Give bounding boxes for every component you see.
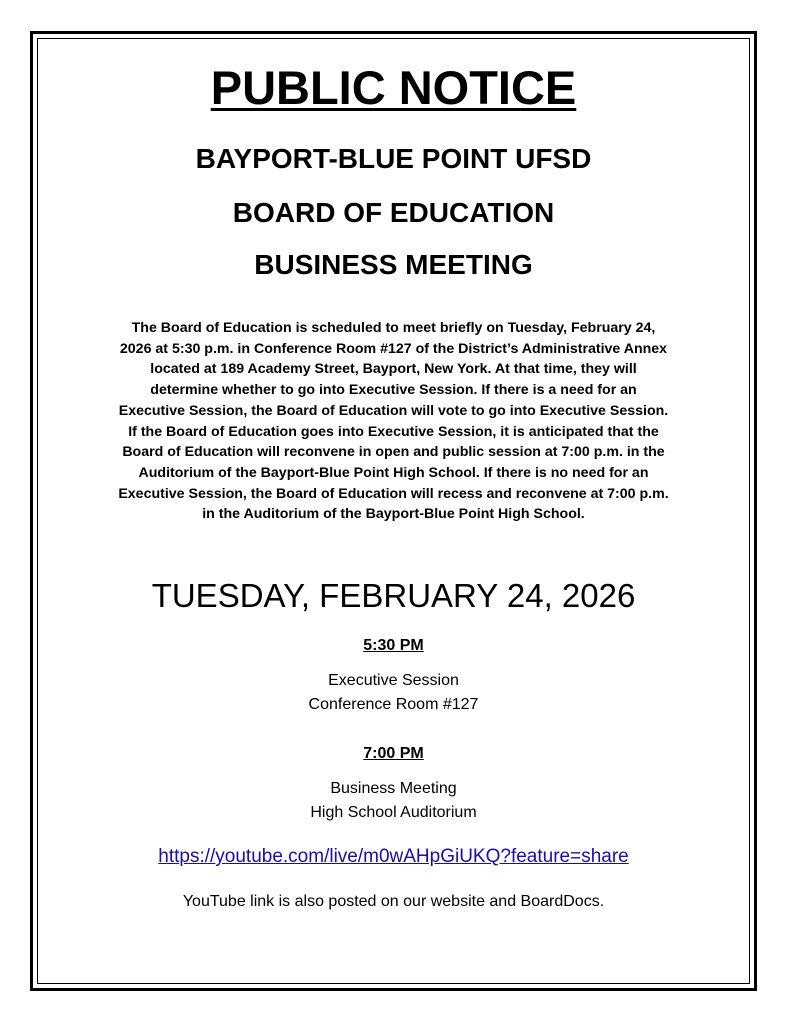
paragraph-line: Auditorium of the Bayport-Blue Point High School. If there is no need for an [138,464,649,481]
notice-title: PUBLIC NOTICE [210,61,577,114]
board-name: BOARD OF EDUCATION [232,197,555,228]
paragraph-line: If the Board of Education goes into Executive Session, it is anticipated that the [128,423,659,440]
youtube-link[interactable]: https://youtube.com/live/m0wAHpGiUKQ?feature=share [158,846,629,867]
paragraph-line: 2026 at 5:30 p.m. in Conference Room #127 of the District’s Administrative Annex [119,340,668,357]
notice-paragraph [88,318,699,525]
meeting-type: BUSINESS MEETING [254,249,533,280]
paragraph-line: Board of Education will reconvene in open and public session at 7:00 p.m. in the [122,444,665,461]
session-time-executive: 5:30 PM [363,637,424,654]
paragraph-line: Executive Session, the Board of Education will recess and reconvene at 7:00 p.m. [118,485,669,502]
district-name: BAYPORT-BLUE POINT UFSD [195,143,592,174]
meeting-date: TUESDAY, FEBRUARY 24, 2026 [151,577,636,614]
session-name: Executive Session [328,672,459,689]
footer-note: YouTube link is also posted on our website and BoardDocs. [182,893,605,910]
paragraph-line: located at 189 Academy Street, Bayport, New York. At that time, they will [150,361,637,378]
session-location: High School Auditorium [310,804,477,821]
session-time-business: 7:00 PM [363,745,424,762]
session-name: Business Meeting [330,780,457,797]
paragraph-line: The Board of Education is scheduled to meet briefly on Tuesday, February 24, [131,320,656,336]
paragraph-line: determine whether to go into Executive Session. If there is a need for an [150,382,637,399]
paragraph-line: Executive Session, the Board of Education will vote to go into Executive Session. [118,402,669,419]
session-location: Conference Room #127 [308,696,479,713]
session-details-executive [38,669,749,717]
paragraph-line: in the Auditorium of the Bayport-Blue Point High School. [202,506,585,523]
session-details-business [38,777,749,825]
